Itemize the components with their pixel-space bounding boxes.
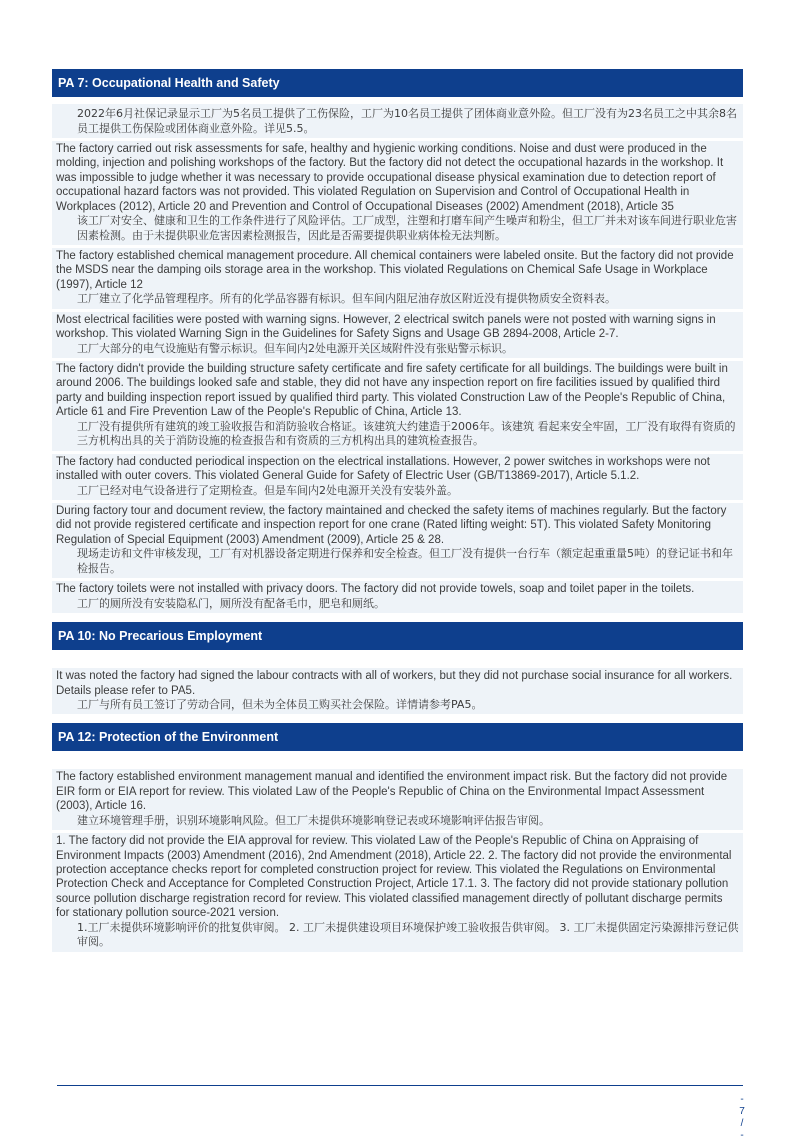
finding-block <box>52 141 743 245</box>
finding-text-cn: 工厂没有提供所有建筑的竣工验收报告和消防验收合格证。该建筑大约建造于2006年。该建筑 看起来安全牢固，工厂没有取得有资质的三方机构出具的关于消防设施的检查报告和有资质的三方机构出具的建筑检查报告。 <box>77 419 736 448</box>
finding-text-cn: 现场走访和文件审核发现，工厂有对机器设备定期进行保养和安全检查。但工厂没有提供一台行车（额定起重重量5吨）的登记证书和年检报告。 <box>77 547 733 575</box>
finding-block <box>52 581 743 613</box>
finding-text-en: 1. The factory did not provide the EIA approval for review. This violated Law of the People's Republic of China on Appraising of Environment Impacts (2003) Amendment (2016), 2nd Amendment (2018), Article 22. 2. The factory did not provide the environmental protection acceptance checks report for completed construction project for review. This violated the Regulations on Environmental Protection Check and Acceptance for Completed Construction Project, Article 17.1. 3. The factory did not provide stationary pollution source pollution discharge registration record for review. This violated classified management directly of pollutant discharge permits for stationary pollution source-2021 version. <box>56 835 732 920</box>
section-header-pa12: PA 12: Protection of the Environment <box>52 723 743 751</box>
finding-block <box>52 104 743 138</box>
finding-block <box>52 769 743 830</box>
finding-block <box>52 503 743 578</box>
finding-text-cn: 建立环境管理手册，识别环境影响风险。但工厂未提供环境影响登记表或环境影响评估报告审阅。 <box>77 813 550 827</box>
footer-divider <box>57 1085 743 1086</box>
finding-text-en: The factory didn't provide the building structure safety certificate and fire safety certificate for all buildings. The buildings were built in around 2006. The buildings looked safe and stable, they did not have any inspection report on fire facilities issued by qualified third party and building inspection report issued by qualified third party. This violated Construction Law of the People's Republic of China, Article 61 and Fire Prevention Law of the People's Republic of China, Article 13. <box>56 363 728 419</box>
finding-text-en: It was noted the factory had signed the labour contracts with all of workers, but they did not purchase social insurance for all workers. Details please refer to PA5. <box>56 670 733 697</box>
section-header-pa10: PA 10: No Precarious Employment <box>52 622 743 650</box>
finding-block <box>52 312 743 358</box>
finding-text-en: The factory had conducted periodical inspection on the electrical installations. However, 2 power switches in workshops were not installed with outer covers. This violated General Guide for Safety of Electric User (GB/T13869-2017), Article 5.1.2. <box>56 455 710 483</box>
finding-text-en: Most electrical facilities were posted with warning signs. However, 2 electrical switch panels were not posted with warning signs in workshop. This violated Warning Sign in the Guidelines for Safety Signs and Usage GB 2894-2008, Article 2-7. <box>56 313 716 341</box>
finding-text-cn: 工厂已经对电气设备进行了定期检查。但是车间内2处电源开关没有安装外盖。 <box>77 483 458 497</box>
finding-text-cn: 工厂与所有员工签订了劳动合同，但未为全体员工购买社会保险。详情请参考PA5。 <box>77 697 483 711</box>
report-content <box>52 69 743 952</box>
finding-text-cn: 工厂的厕所没有安装隐私门，厕所没有配备毛巾，肥皂和厕纸。 <box>77 596 385 610</box>
finding-text-cn: 工厂大部分的电气设施贴有警示标识。但车间内2处电源开关区域附件没有张贴警示标识。 <box>77 341 513 355</box>
finding-text-cn: 2022年6月社保记录显示工厂为5名员工提供了工伤保险，工厂为10名员工提供了团体商业意外险。但工厂没有为23名员工之中其余8名员工提供工伤保险或团体商业意外险。详见5.5。 <box>77 107 737 135</box>
page-number-bottom-dash: - <box>740 1130 744 1141</box>
finding-text-cn: 1.工厂未提供环境影响评价的批复供审阅。 2. 工厂未提供建设项目环境保护竣工验收报告供审阅。 3. 工厂未提供固定污染源排污登记供审阅。 <box>77 920 739 949</box>
page-number <box>737 1094 747 1142</box>
finding-block <box>52 361 743 451</box>
finding-text-cn: 工厂建立了化学品管理程序。所有的化学品容器有标识。但车间内阻尼油存放区附近没有提供物质安全资料表。 <box>77 292 616 306</box>
section-header-pa7: PA 7: Occupational Health and Safety <box>52 69 743 97</box>
finding-block <box>52 248 743 309</box>
finding-text-en: The factory established environment management manual and identified the environment impact risk. But the factory did not provide EIR form or EIA report for review. This violated Law of the People's Republic of China on the Environmental Impact Assessment (2003), Article 16. <box>56 771 728 813</box>
finding-text-cn: 该工厂对安全、健康和卫生的工作条件进行了风险评估。工厂成型，注塑和打磨车间产生噪声和粉尘，但工厂并未对该车间进行职业危害因素检测。由于未提供职业危害因素检测报告，因此是否需要提供职业病体检无法判断。 <box>77 214 737 242</box>
finding-text-en: The factory established chemical management procedure. All chemical containers were labeled onsite. But the factory did not provide the MSDS near the damping oils storage area in the workshop. This violated Regulations on Chemical Safe Usage in Workplace (1997), Article 12 <box>56 250 734 291</box>
finding-text-en: The factory carried out risk assessments for safe, healthy and hygienic working conditions. Noise and dust were produced in the molding, injection and polishing workshops of the factory. But the factory did not detect the occupational hazards in the workshop. It was impossible to judge whether it was necessary to provide occupational disease physical examination due to detection report of occupational hazard factors was not provided. This violated Regulation on Supervision and Control of Occupational Health in Workplaces (2012), Article 20 and Prevention and Control of Occupational Diseases (2002) Amendment (2018), Article 35 <box>56 143 724 213</box>
page-number-top-dash: - <box>740 1094 744 1105</box>
finding-text-en: During factory tour and document review, the factory maintained and checked the safety items of machines regularly. But the factory did not provide registered certificate and inspection report for one crane (Rated lifting weight: 5T). This violated Safety Monitoring Regulation of Special Equipment (2003) Amendment (2009), Article 25 & 28. <box>56 505 727 546</box>
finding-block <box>52 454 743 500</box>
finding-block <box>52 833 743 951</box>
page-number-separator: / <box>740 1118 744 1129</box>
finding-block <box>52 668 743 714</box>
page-number-value: 7 <box>739 1106 745 1117</box>
finding-text-en: The factory toilets were not installed with privacy doors. The factory did not provide towels, soap and toilet paper in the toilets. <box>56 583 695 596</box>
